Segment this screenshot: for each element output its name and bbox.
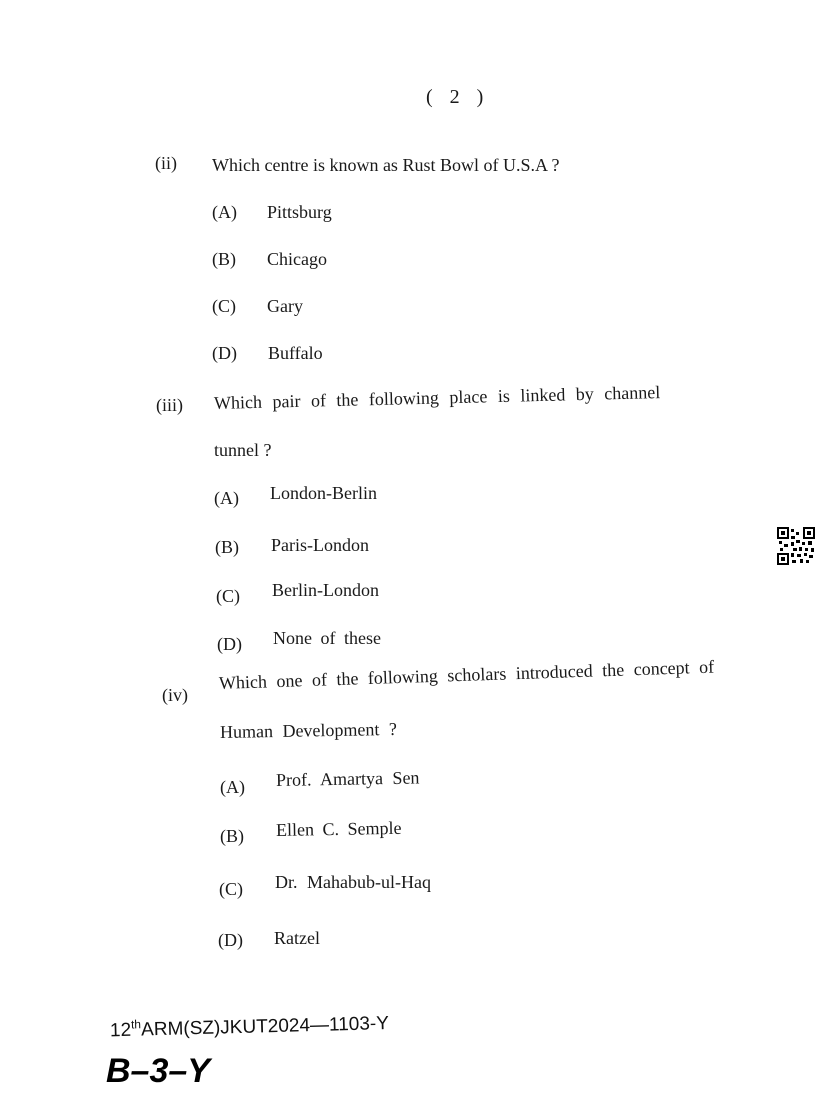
option-letter: (B) — [220, 826, 244, 846]
option-text: Buffalo — [268, 343, 323, 363]
option-text: Paris-London — [271, 535, 369, 555]
option-letter: (A) — [220, 777, 245, 797]
option-letter: (C) — [219, 879, 243, 899]
option-text: Berlin-London — [272, 580, 379, 600]
option-letter: (A) — [212, 202, 237, 222]
option-letter: (D) — [217, 634, 242, 654]
option-letter: (D) — [218, 930, 243, 950]
question-text-continued: tunnel ? — [214, 440, 272, 460]
option-letter: (A) — [214, 488, 239, 508]
qr-code-icon — [777, 527, 815, 565]
option-text: Gary — [267, 296, 303, 316]
option-text: Ellen C. Semple — [275, 817, 402, 840]
option-text: Chicago — [267, 249, 327, 269]
option-letter: (C) — [216, 586, 240, 606]
option-text: Dr. Mahabub-ul-Haq — [275, 872, 431, 892]
question-number: (iv) — [162, 685, 188, 705]
page-number: ( 2 ) — [426, 86, 490, 108]
question-text: Which one of the following scholars introduced the concept of — [218, 656, 715, 693]
question-number: (ii) — [155, 153, 177, 173]
option-letter: (B) — [215, 537, 239, 557]
paper-set-label: B–3–Y — [106, 1052, 210, 1090]
option-text: London-Berlin — [270, 483, 377, 503]
option-text: Pittsburg — [267, 202, 332, 222]
paper-code — [110, 1011, 389, 1043]
question-text-continued: Human Development ? — [219, 718, 398, 742]
question-text: Which centre is known as Rust Bowl of U.S.A ? — [212, 155, 560, 175]
question-text: Which pair of the following place is linked by channel — [213, 382, 661, 413]
paper-code-superscript: th — [130, 1017, 142, 1032]
option-letter: (C) — [212, 296, 236, 316]
option-text: Prof. Amartya Sen — [275, 767, 420, 790]
option-letter: (B) — [212, 249, 236, 269]
option-text: Ratzel — [274, 928, 320, 948]
option-letter: (D) — [212, 343, 237, 363]
option-text: None of these — [273, 628, 381, 648]
question-number: (iii) — [156, 395, 183, 415]
paper-code-rest: ARM(SZ)JKUT2024—1103-Y — [140, 1013, 390, 1041]
paper-code-prefix: 12 — [109, 1019, 132, 1042]
